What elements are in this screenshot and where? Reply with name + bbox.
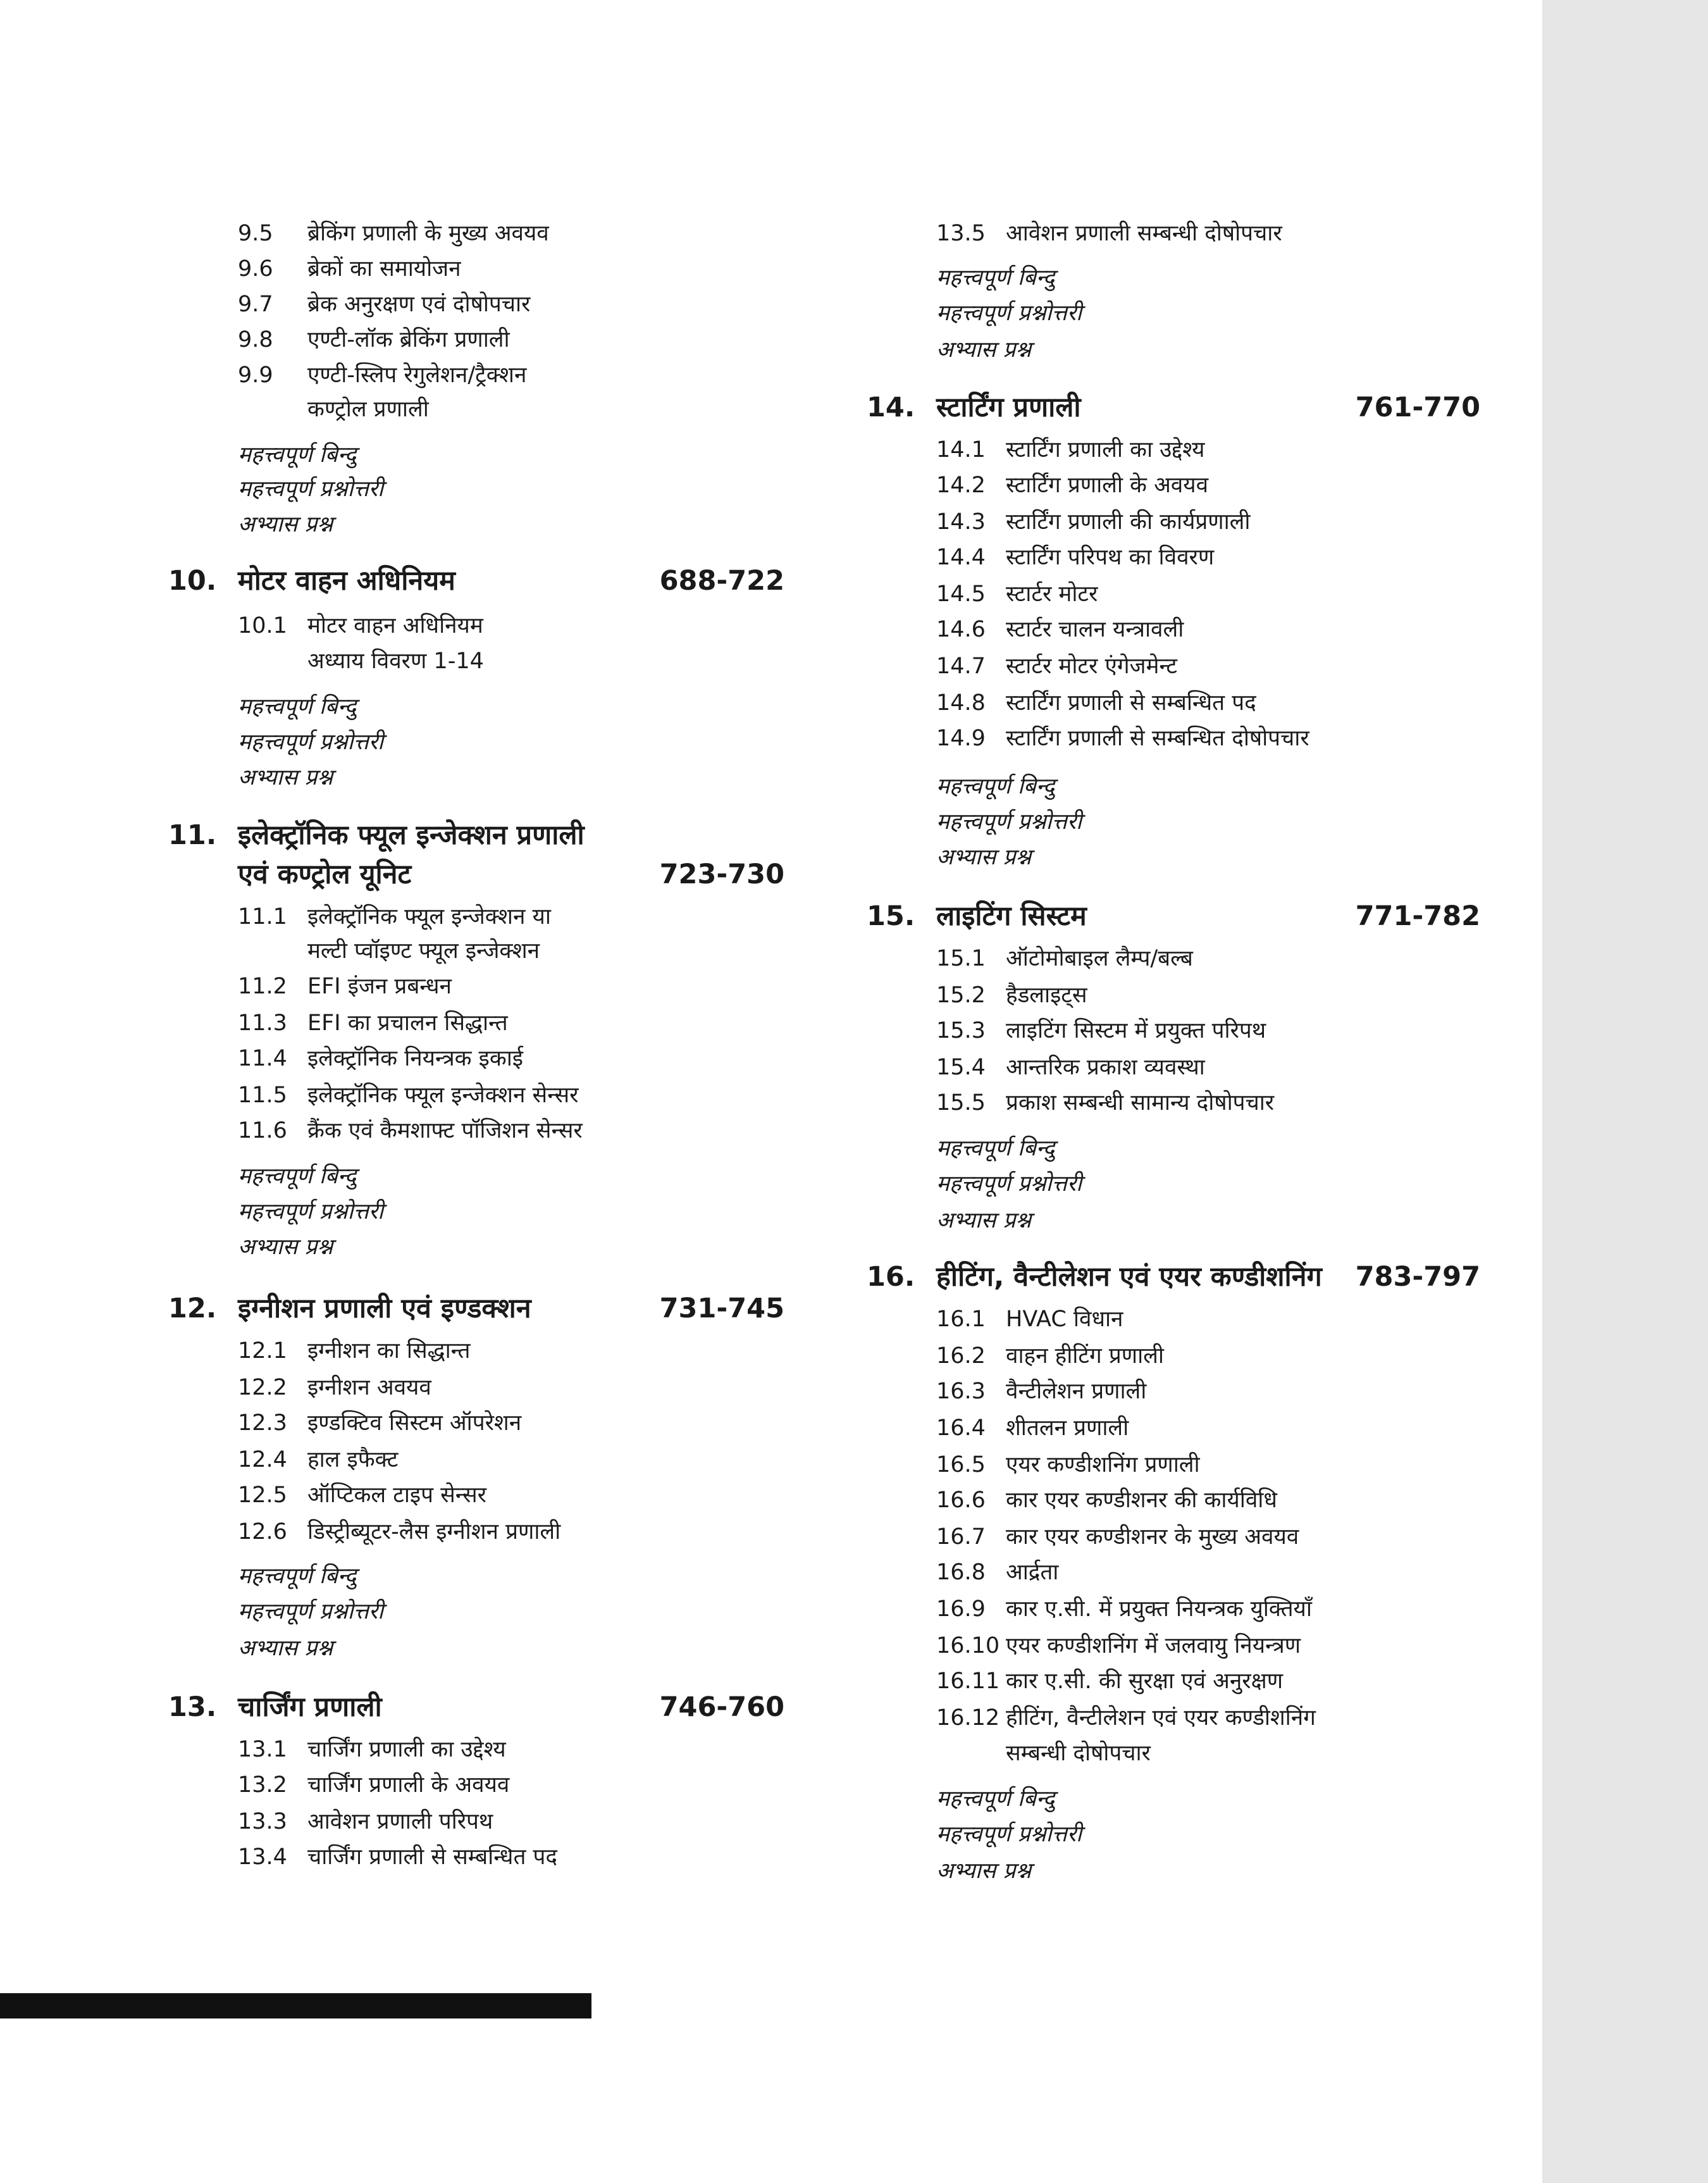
important-qa-13: महत्त्वपूर्ण प्रश्नोत्तरी xyxy=(936,301,1082,326)
item-text: स्टार्टिंग प्रणाली से सम्बन्धित दोषोपचार xyxy=(1006,726,1309,751)
item-number: 12.3 xyxy=(238,1410,287,1436)
item-text: कार एयर कण्डीशनर की कार्यविधि xyxy=(1006,1488,1277,1513)
item-text: स्टार्टर चालन यन्त्रावली xyxy=(1006,617,1184,642)
important-qa-15: महत्त्वपूर्ण प्रश्नोत्तरी xyxy=(936,1171,1082,1197)
important-qa-9: महत्त्वपूर्ण प्रश्नोत्तरी xyxy=(238,476,384,502)
chapter-title: हीटिंग, वैन्टीलेशन एवं एयर कण्डीशनिंग xyxy=(936,1261,1322,1293)
chapter-title: मोटर वाहन अधिनियम xyxy=(238,565,455,597)
item-number: 15.4 xyxy=(936,1055,986,1080)
important-points-11: महत्त्वपूर्ण बिन्दु xyxy=(238,1164,357,1189)
item-number: 12.5 xyxy=(238,1483,287,1508)
item-text: स्टार्टिंग प्रणाली की कार्यप्रणाली xyxy=(1006,509,1251,535)
item-text: कार ए.सी. में प्रयुक्त नियन्त्रक युक्तियाँ xyxy=(1006,1596,1312,1622)
item-number: 16.2 xyxy=(936,1343,986,1369)
chapter-title: इलेक्ट्रॉनिक फ्यूल इन्जेक्शन प्रणाली xyxy=(238,819,585,851)
item-number: 11.2 xyxy=(238,974,287,999)
item-text: ब्रेक अनुरक्षण एवं दोषोपचार xyxy=(307,292,531,317)
practice-questions-16: अभ्यास प्रश्न xyxy=(936,1858,1032,1884)
item-text: इण्डक्टिव सिस्टम ऑपरेशन xyxy=(307,1410,522,1436)
item-number: 14.8 xyxy=(936,690,986,716)
item-number: 10.1 xyxy=(238,613,287,638)
important-points-12: महत्त्वपूर्ण बिन्दु xyxy=(238,1564,357,1589)
toc-item-10-1-cont: अध्याय विवरण 1-14 xyxy=(307,649,484,674)
chapter-13-pages: 746-760 xyxy=(659,1691,784,1723)
practice-questions-14: अभ्यास प्रश्न xyxy=(936,845,1032,870)
item-text: EFI इंजन प्रबन्धन xyxy=(307,974,452,999)
practice-questions-15: अभ्यास प्रश्न xyxy=(936,1208,1032,1233)
item-text: स्टार्टिंग प्रणाली के अवयव xyxy=(1006,473,1209,498)
item-number: 14.6 xyxy=(936,617,986,642)
item-text: वाहन हीटिंग प्रणाली xyxy=(1006,1343,1164,1369)
item-text: इलेक्ट्रॉनिक नियन्त्रक इकाई xyxy=(307,1046,523,1071)
chapter-11-pages: 723-730 xyxy=(659,859,784,890)
practice-questions-10: अभ्यास प्रश्न xyxy=(238,765,333,790)
page-edge-band xyxy=(1542,0,1708,2183)
important-qa-10: महत्त्वपूर्ण प्रश्नोत्तरी xyxy=(238,730,384,755)
item-number: 9.7 xyxy=(238,292,273,317)
item-text: चार्जिंग प्रणाली से सम्बन्धित पद xyxy=(307,1844,557,1870)
item-text: लाइटिंग सिस्टम में प्रयुक्त परिपथ xyxy=(1006,1018,1266,1043)
item-text: मोटर वाहन अधिनियम xyxy=(307,613,483,638)
item-number: 16.10 xyxy=(936,1633,1000,1658)
item-text: कार एयर कण्डीशनर के मुख्य अवयव xyxy=(1006,1524,1299,1550)
item-text: चार्जिंग प्रणाली का उद्देश्य xyxy=(307,1737,506,1762)
item-text: इग्नीशन अवयव xyxy=(307,1375,431,1400)
item-text: एण्टी-स्लिप रेगुलेशन/ट्रैक्शन xyxy=(307,363,527,388)
practice-questions-13: अभ्यास प्रश्न xyxy=(936,337,1032,363)
item-text: एयर कण्डीशनिंग में जलवायु नियन्त्रण xyxy=(1006,1633,1301,1658)
item-number: 16.8 xyxy=(936,1560,986,1585)
item-text: चार्जिंग प्रणाली के अवयव xyxy=(307,1772,510,1798)
item-text: HVAC विधान xyxy=(1006,1307,1123,1332)
item-number: 16.4 xyxy=(936,1415,986,1441)
item-number: 16.12 xyxy=(936,1705,1000,1731)
item-number: 11.6 xyxy=(238,1118,287,1143)
item-number: 11.4 xyxy=(238,1046,287,1071)
item-number: 14.3 xyxy=(936,509,986,535)
item-number: 16.7 xyxy=(936,1524,986,1550)
chapter-title: लाइटिंग सिस्टम xyxy=(936,900,1087,932)
item-number: 12.4 xyxy=(238,1447,287,1472)
item-text: इलेक्ट्रॉनिक फ्यूल इन्जेक्शन या xyxy=(307,904,551,930)
chapter-12-pages: 731-745 xyxy=(659,1293,784,1324)
chapter-number: 12. xyxy=(168,1293,217,1324)
important-points-10: महत्त्वपूर्ण बिन्दु xyxy=(238,694,357,719)
item-text: आर्द्रता xyxy=(1006,1560,1059,1585)
item-number: 9.6 xyxy=(238,256,273,282)
item-number: 14.1 xyxy=(936,437,986,463)
item-text: इलेक्ट्रॉनिक फ्यूल इन्जेक्शन सेन्सर xyxy=(307,1083,579,1108)
item-number: 16.3 xyxy=(936,1379,986,1404)
chapter-16-pages: 783-797 xyxy=(1355,1261,1480,1293)
item-number: 15.2 xyxy=(936,983,986,1008)
item-text: स्टार्टिंग प्रणाली से सम्बन्धित पद xyxy=(1006,690,1256,716)
item-text: क्रैंक एवं कैमशाफ्ट पॉजिशन सेन्सर xyxy=(307,1118,583,1143)
important-qa-14: महत्त्वपूर्ण प्रश्नोत्तरी xyxy=(936,809,1082,835)
item-text: स्टार्टिंग प्रणाली का उद्देश्य xyxy=(1006,437,1205,463)
item-number: 13.2 xyxy=(238,1772,287,1798)
item-number: 16.11 xyxy=(936,1669,1000,1694)
item-text: स्टार्टर मोटर xyxy=(1006,582,1098,607)
item-text: ऑप्टिकल टाइप सेन्सर xyxy=(307,1483,487,1508)
item-number: 11.3 xyxy=(238,1011,287,1036)
practice-questions-11: अभ्यास प्रश्न xyxy=(238,1235,333,1260)
chapter-number: 11. xyxy=(168,819,217,851)
chapter-title: स्टार्टिंग प्रणाली xyxy=(936,392,1081,423)
item-text: शीतलन प्रणाली xyxy=(1006,1415,1129,1441)
important-points-16: महत्त्वपूर्ण बिन्दु xyxy=(936,1786,1055,1812)
item-text: ऑटोमोबाइल लैम्प/बल्ब xyxy=(1006,946,1193,971)
chapter-15-pages: 771-782 xyxy=(1355,900,1480,932)
item-number: 13.4 xyxy=(238,1844,287,1870)
item-number: 14.4 xyxy=(936,545,986,570)
item-number: 15.5 xyxy=(936,1090,986,1116)
item-text: प्रकाश सम्बन्धी सामान्य दोषोपचार xyxy=(1006,1090,1275,1116)
item-text: स्टार्टिंग परिपथ का विवरण xyxy=(1006,545,1215,570)
item-number: 13.1 xyxy=(238,1737,287,1762)
chapter-title: चार्जिंग प्रणाली xyxy=(238,1691,382,1723)
item-number: 16.1 xyxy=(936,1307,986,1332)
item-text: एयर कण्डीशनिंग प्रणाली xyxy=(1006,1452,1200,1477)
item-number: 9.8 xyxy=(238,327,273,352)
important-points-13: महत्त्वपूर्ण बिन्दु xyxy=(936,265,1055,290)
item-text: ब्रेकों का समायोजन xyxy=(307,256,461,282)
chapter-number: 16. xyxy=(867,1261,915,1293)
item-number: 16.6 xyxy=(936,1488,986,1513)
item-text: ब्रेकिंग प्रणाली के मुख्य अवयव xyxy=(307,221,549,246)
chapter-number: 10. xyxy=(168,565,217,597)
item-number: 15.3 xyxy=(936,1018,986,1043)
item-number: 16.9 xyxy=(936,1596,986,1622)
item-number: 14.5 xyxy=(936,582,986,607)
chapter-number: 15. xyxy=(867,900,915,932)
item-text: वैन्टीलेशन प्रणाली xyxy=(1006,1379,1147,1404)
item-number: 15.1 xyxy=(936,946,986,971)
item-number: 11.1 xyxy=(238,904,287,930)
item-number: 14.9 xyxy=(936,726,986,751)
item-number: 9.9 xyxy=(238,363,273,388)
important-qa-12: महत्त्वपूर्ण प्रश्नोत्तरी xyxy=(238,1599,384,1624)
chapter-number: 14. xyxy=(867,392,915,423)
chapter-10-pages: 688-722 xyxy=(659,565,784,597)
item-number: 14.7 xyxy=(936,654,986,679)
toc-item-9-9-cont: कण्ट्रोल प्रणाली xyxy=(307,397,429,422)
item-number: 12.6 xyxy=(238,1519,287,1545)
important-points-9: महत्त्वपूर्ण बिन्दु xyxy=(238,442,357,468)
item-number: 16.5 xyxy=(936,1452,986,1477)
practice-questions-12: अभ्यास प्रश्न xyxy=(238,1636,333,1661)
toc-item-11-1-cont: मल्टी प्वॉइण्ट फ्यूल इन्जेक्शन xyxy=(307,938,540,964)
chapter-11-heading-line2: एवं कण्ट्रोल यूनिट xyxy=(238,859,412,890)
important-qa-11: महत्त्वपूर्ण प्रश्नोत्तरी xyxy=(238,1199,384,1224)
important-points-14: महत्त्वपूर्ण बिन्दु xyxy=(936,774,1055,799)
item-text: आवेशन प्रणाली परिपथ xyxy=(307,1809,493,1834)
toc-item-16-12-cont: सम्बन्धी दोषोपचार xyxy=(1006,1741,1151,1766)
item-number: 13.3 xyxy=(238,1809,287,1834)
item-text: हीटिंग, वैन्टीलेशन एवं एयर कण्डीशनिंग xyxy=(1006,1705,1316,1731)
item-number: 14.2 xyxy=(936,473,986,498)
important-qa-16: महत्त्वपूर्ण प्रश्नोत्तरी xyxy=(936,1822,1082,1847)
chapter-number: 13. xyxy=(168,1691,217,1723)
item-text: कार ए.सी. की सुरक्षा एवं अनुरक्षण xyxy=(1006,1669,1283,1694)
item-number: 12.1 xyxy=(238,1338,287,1364)
item-number: 12.2 xyxy=(238,1375,287,1400)
item-text: आन्तरिक प्रकाश व्यवस्था xyxy=(1006,1055,1205,1080)
item-text: स्टार्टर मोटर एंगेजमेन्ट xyxy=(1006,654,1178,679)
item-text: एण्टी-लॉक ब्रेकिंग प्रणाली xyxy=(307,327,510,352)
page-footer-bar xyxy=(0,1993,591,2018)
item-number: 11.5 xyxy=(238,1083,287,1108)
chapter-14-pages: 761-770 xyxy=(1355,392,1480,423)
item-text: हाल इफैक्ट xyxy=(307,1447,399,1472)
item-text: आवेशन प्रणाली सम्बन्धी दोषोपचार xyxy=(1006,221,1282,246)
item-number: 9.5 xyxy=(238,221,273,246)
item-text: इग्नीशन का सिद्धान्त xyxy=(307,1338,471,1364)
chapter-title: इग्नीशन प्रणाली एवं इण्डक्शन xyxy=(238,1293,531,1324)
practice-questions-9: अभ्यास प्रश्न xyxy=(238,512,333,537)
important-points-15: महत्त्वपूर्ण बिन्दु xyxy=(936,1136,1055,1161)
item-number: 13.5 xyxy=(936,221,986,246)
item-text: हैडलाइट्स xyxy=(1006,983,1087,1008)
item-text: EFI का प्रचालन सिद्धान्त xyxy=(307,1011,508,1036)
item-text: डिस्ट्रीब्यूटर-लैस इग्नीशन प्रणाली xyxy=(307,1519,561,1545)
